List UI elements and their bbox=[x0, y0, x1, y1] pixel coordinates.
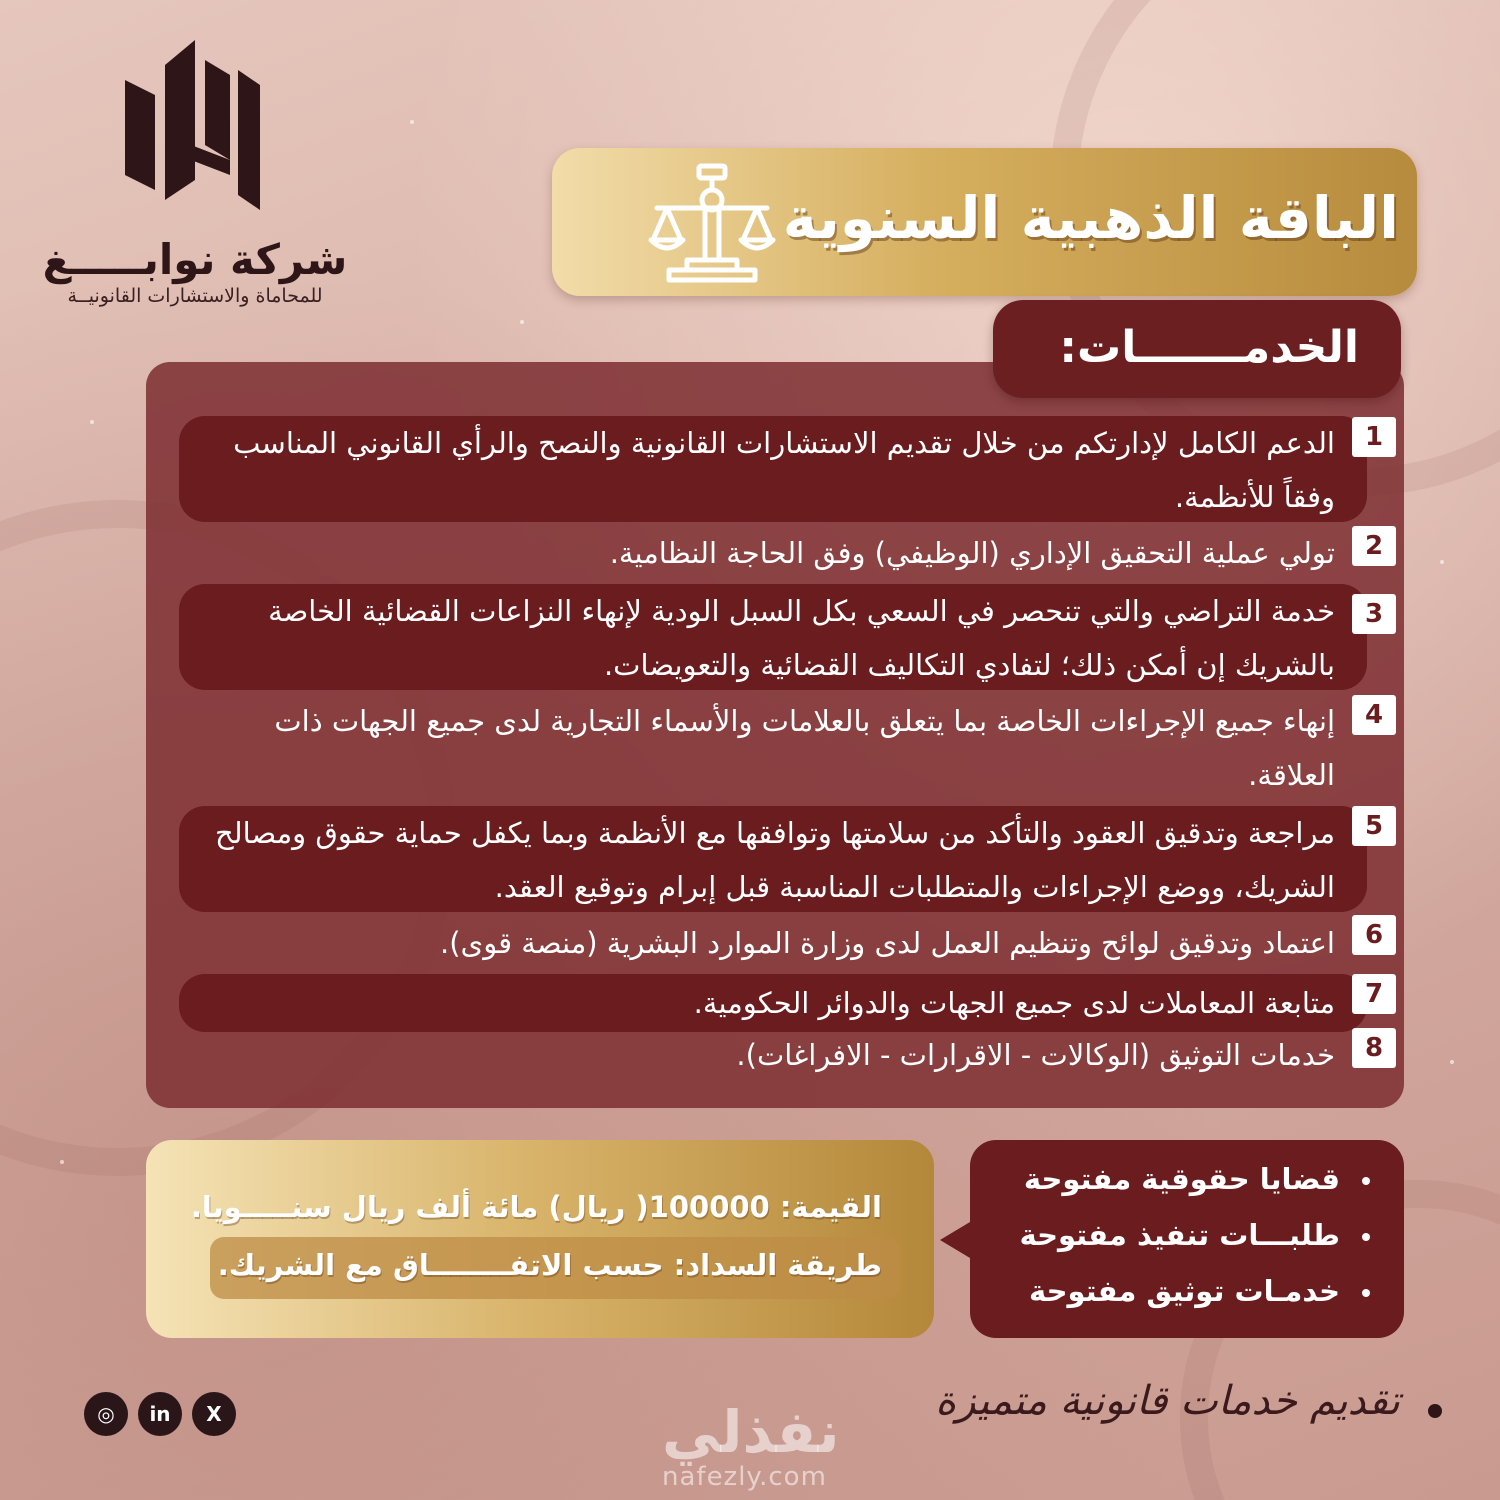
service-item bbox=[179, 694, 1367, 802]
service-item bbox=[179, 584, 1367, 690]
service-number-badge: 5 bbox=[1352, 806, 1396, 846]
pointer-arrow bbox=[940, 1222, 970, 1258]
open-services-box bbox=[970, 1140, 1404, 1338]
service-text: خدمات التوثيق (الوكالات - الاقرارات - الافراغات). bbox=[736, 1038, 1335, 1072]
service-item bbox=[179, 526, 1367, 580]
footer-tagline: تقديم خدمات قانونية متميزة bbox=[935, 1378, 1400, 1424]
service-text: تولي عملية التحقيق الإداري (الوظيفي) وفق الحاجة النظامية. bbox=[609, 536, 1335, 570]
title-banner bbox=[552, 148, 1417, 296]
bullet bbox=[1362, 1289, 1370, 1297]
x-icon[interactable]: X bbox=[192, 1392, 236, 1436]
instagram-icon[interactable]: ◎ bbox=[84, 1392, 128, 1436]
speck bbox=[1450, 1060, 1454, 1064]
open-service-text: قضايا حقوقية مفتوحة bbox=[1023, 1162, 1340, 1196]
watermark-url: nafezly.com bbox=[662, 1462, 827, 1492]
open-service-item bbox=[990, 1162, 1370, 1196]
open-service-item bbox=[990, 1274, 1370, 1308]
speck bbox=[90, 420, 94, 424]
service-item bbox=[179, 416, 1367, 522]
service-text: الدعم الكامل لإدارتكم من خلال تقديم الاستشارات القانونية والنصح والرأي القانوني المناسب وفقاً للأنظمة. bbox=[233, 426, 1335, 514]
service-number-badge: 8 bbox=[1352, 1028, 1396, 1068]
services-panel bbox=[146, 362, 1404, 1108]
service-item bbox=[179, 1026, 1367, 1084]
speck bbox=[60, 1160, 64, 1164]
open-service-item bbox=[990, 1218, 1370, 1252]
service-text: مراجعة وتدقيق العقود والتأكد من سلامتها وتوافقها مع الأنظمة وبما يكفل حماية حقوق ومصالح الشريك، ووضع الإجراءات والمتطلبات المناسبة قبل إبرام وتوقيع العقد. bbox=[215, 816, 1335, 904]
tagline-bullet bbox=[1428, 1404, 1442, 1418]
service-number-badge: 1 bbox=[1352, 417, 1396, 457]
service-number-badge: 3 bbox=[1352, 594, 1396, 634]
service-number-badge: 2 bbox=[1352, 526, 1396, 566]
price-value: القيمة: 100000( ريال) مائة ألف ريال سنـــــويا. bbox=[190, 1190, 882, 1224]
service-text: خدمة التراضي والتي تنحصر في السعي بكل السبل الودية لإنهاء النزاعات القضائية الخاصة بالشريك إن أمكن ذلك؛ لتفادي التكاليف القضائية والتعويضات. bbox=[268, 594, 1335, 682]
service-item bbox=[179, 974, 1367, 1032]
service-text: إنهاء جميع الإجراءات الخاصة بما يتعلق بالعلامات والأسماء التجارية لدى جميع الجهات ذات العلاقة. bbox=[274, 704, 1335, 792]
services-heading: الخدمـــــــات: bbox=[1059, 322, 1359, 373]
service-text: اعتماد وتدقيق لوائح وتنظيم العمل لدى وزارة الموارد البشرية (منصة قوى). bbox=[440, 926, 1335, 960]
services-heading-tab bbox=[993, 300, 1401, 398]
logo-mark-icon bbox=[120, 40, 270, 220]
company-name: شركة نوابـــــغ bbox=[42, 235, 348, 284]
service-text: متابعة المعاملات لدى جميع الجهات والدوائر الحكومية. bbox=[693, 986, 1335, 1020]
open-service-text: خدمـات توثيق مفتوحة bbox=[1028, 1274, 1340, 1308]
bullet bbox=[1362, 1233, 1370, 1241]
watermark-logo: نفذلي bbox=[662, 1398, 840, 1466]
speck bbox=[1440, 560, 1444, 564]
service-number-badge: 4 bbox=[1352, 695, 1396, 735]
open-service-text: طلبـــات تنفيذ مفتوحة bbox=[1019, 1218, 1340, 1252]
company-logo bbox=[40, 40, 350, 320]
speck bbox=[410, 120, 414, 124]
service-number-badge: 7 bbox=[1352, 974, 1396, 1014]
service-item bbox=[179, 916, 1367, 970]
bullet bbox=[1362, 1177, 1370, 1185]
linkedin-icon[interactable]: in bbox=[138, 1392, 182, 1436]
payment-method: طريقة السداد: حسب الاتفــــــــاق مع الشريك. bbox=[217, 1248, 882, 1282]
service-number-badge: 6 bbox=[1352, 915, 1396, 955]
company-tagline: للمحاماة والاستشارات القانونيــة bbox=[67, 285, 323, 307]
scales-of-justice-icon bbox=[647, 160, 777, 285]
speck bbox=[520, 320, 524, 324]
package-title: الباقة الذهبية السنوية bbox=[782, 184, 1399, 252]
pricing-box bbox=[146, 1140, 934, 1338]
service-item bbox=[179, 806, 1367, 912]
